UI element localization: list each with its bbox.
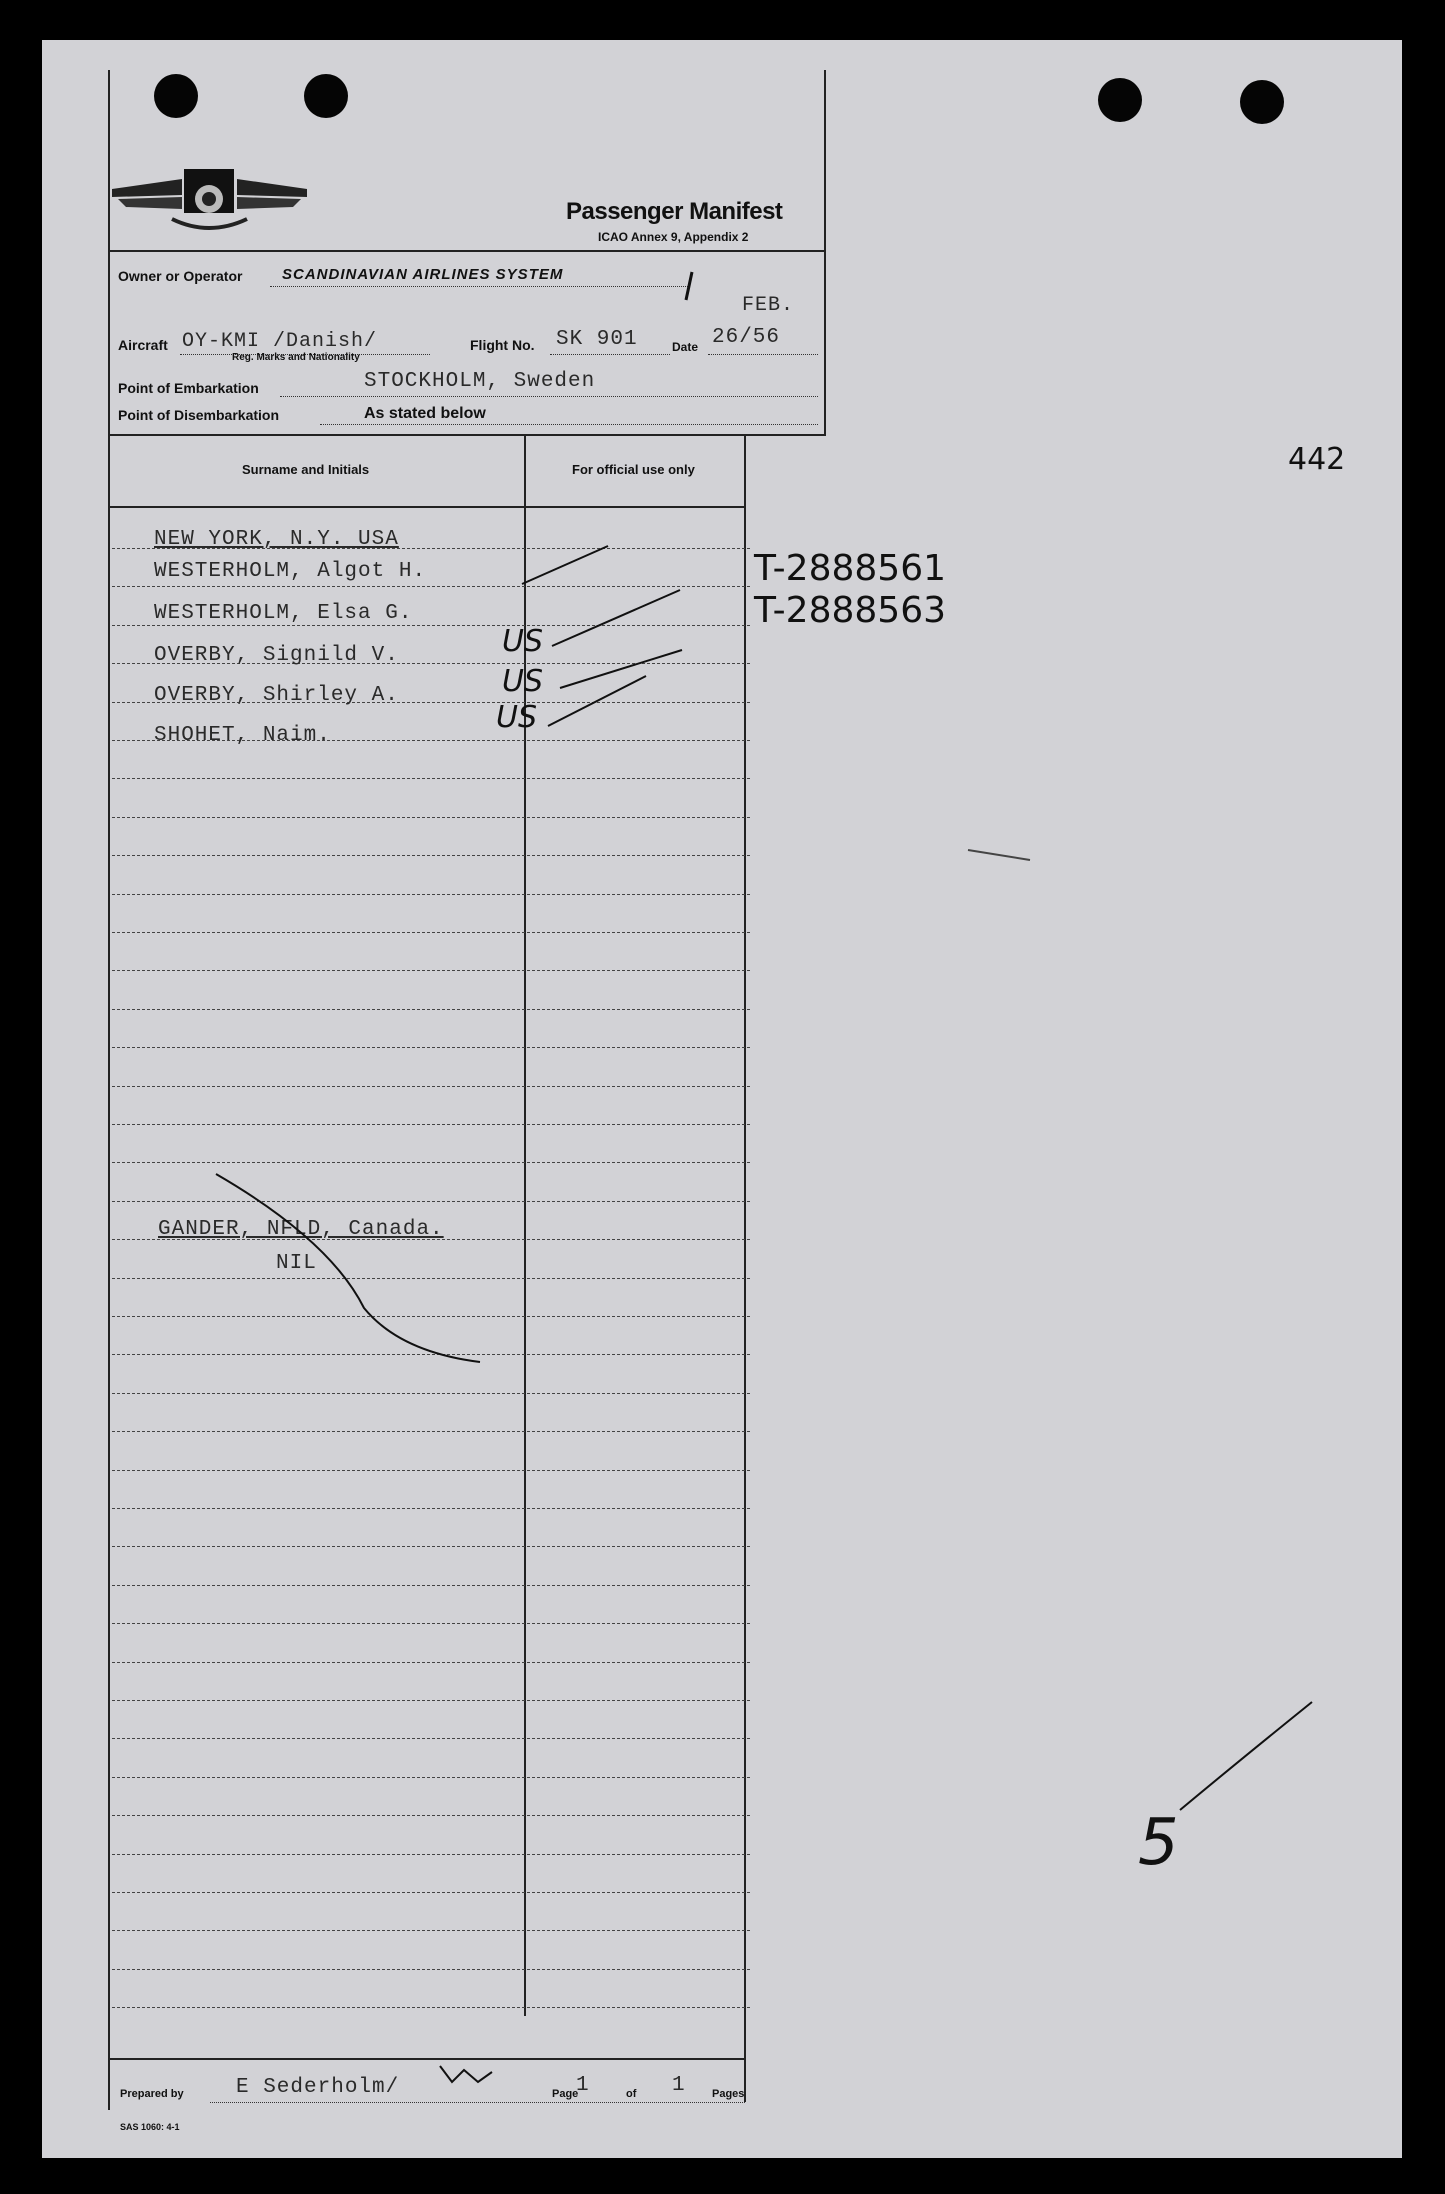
table-rule <box>112 1086 750 1087</box>
table-rule <box>112 1585 750 1586</box>
owner-value: SCANDINAVIAN AIRLINES SYSTEM <box>282 266 564 283</box>
official-mark: US <box>502 664 544 699</box>
passenger-row: WESTERHOLM, Algot H. <box>154 560 427 583</box>
prepared-label: Prepared by <box>120 2088 184 2100</box>
table-rule <box>112 1777 750 1778</box>
date-value: 26/56 <box>712 326 781 349</box>
table-rule <box>112 1930 750 1931</box>
table-rule <box>112 1047 750 1048</box>
owner-label: Owner or Operator <box>118 268 243 284</box>
aircraft-sub: Reg. Marks and Nationality <box>232 352 360 363</box>
table-rule <box>112 1815 750 1816</box>
table-rule <box>112 1700 750 1701</box>
table-rule <box>112 1354 750 1355</box>
passenger-row: OVERBY, Shirley A. <box>154 684 399 707</box>
table-rule <box>112 625 750 626</box>
disembark-value: As stated below <box>364 405 486 422</box>
page-number: 442 <box>1288 442 1346 477</box>
page-value: 1 <box>576 2074 590 2097</box>
disembark-dots <box>320 424 818 425</box>
gander-stop: GANDER, NFLD, Canada. <box>158 1218 444 1241</box>
table-rule <box>112 1278 750 1279</box>
pages-label: Pages <box>712 2088 745 2100</box>
date-month: FEB. <box>742 294 795 317</box>
of-value: 1 <box>672 2074 686 2097</box>
table-rule <box>112 1393 750 1394</box>
col-header-name: Surname and Initials <box>242 462 370 477</box>
table-rule <box>112 1431 750 1432</box>
col-header-divider <box>108 506 746 508</box>
embark-dots <box>280 396 818 397</box>
destination-header: NEW YORK, N.Y. USA <box>154 528 399 551</box>
flight-value: SK 901 <box>556 328 638 351</box>
aircraft-value: OY-KMI /Danish/ <box>182 330 378 353</box>
passenger-row: WESTERHOLM, Elsa G. <box>154 602 413 625</box>
table-rule <box>112 1162 750 1163</box>
page-label: Page <box>552 2088 579 2100</box>
table-rule <box>112 1738 750 1739</box>
table-rule <box>112 1546 750 1547</box>
left-border <box>108 70 110 2110</box>
date-label: Date <box>672 340 699 354</box>
prepared-value: E Sederholm/ <box>236 2076 400 2099</box>
owner-dots <box>270 286 690 287</box>
manifest-title: Passenger Manifest <box>566 198 783 225</box>
table-rule <box>112 894 750 895</box>
table-rule <box>112 1623 750 1624</box>
table-rule <box>112 1009 750 1010</box>
header-divider <box>108 250 826 252</box>
table-rule <box>112 778 750 779</box>
footer-top-border <box>108 2058 746 2060</box>
table-rule <box>112 1892 750 1893</box>
aircraft-label: Aircraft <box>118 337 168 353</box>
disembark-label: Point of Disembarkation <box>118 407 280 423</box>
passenger-row: SHOHET, Naim. <box>154 724 331 747</box>
table-rule <box>112 1124 750 1125</box>
table-top-border <box>108 434 826 436</box>
flight-label: Flight No. <box>470 337 535 353</box>
punch-hole <box>1240 80 1284 124</box>
manifest-subtitle: ICAO Annex 9, Appendix 2 <box>598 230 749 244</box>
table-right-border <box>744 434 746 2102</box>
official-mark: US <box>502 624 544 659</box>
form-code: SAS 1060: 4-1 <box>120 2122 180 2132</box>
table-rule <box>112 2007 750 2008</box>
passenger-row: OVERBY, Signild V. <box>154 644 399 667</box>
margin-note: T-2888561 <box>754 548 947 589</box>
of-label: of <box>626 2088 637 2100</box>
official-mark: US <box>496 700 538 735</box>
punch-hole <box>304 74 348 118</box>
prepared-dots <box>210 2102 745 2103</box>
table-rule <box>112 1316 750 1317</box>
header-right-border <box>824 70 826 436</box>
handwritten-five: 5 <box>1138 1806 1179 1880</box>
table-rule <box>112 1969 750 1970</box>
col-header-official: For official use only <box>572 462 695 477</box>
table-rule <box>112 1508 750 1509</box>
date-dots <box>708 354 818 355</box>
table-rule <box>112 932 750 933</box>
gander-nil: NIL <box>276 1252 317 1275</box>
table-rule <box>112 817 750 818</box>
flight-dots <box>550 354 670 355</box>
table-rule <box>112 855 750 856</box>
table-rule <box>112 1470 750 1471</box>
airline-logo <box>112 165 307 237</box>
table-rule <box>112 1201 750 1202</box>
punch-hole <box>154 74 198 118</box>
table-rule <box>112 970 750 971</box>
embark-value: STOCKHOLM, Sweden <box>364 370 596 393</box>
table-rule <box>112 1662 750 1663</box>
margin-note: T-2888563 <box>754 590 947 631</box>
table-rule <box>112 586 750 587</box>
table-rule <box>112 1854 750 1855</box>
punch-hole <box>1098 78 1142 122</box>
embark-label: Point of Embarkation <box>118 380 259 396</box>
